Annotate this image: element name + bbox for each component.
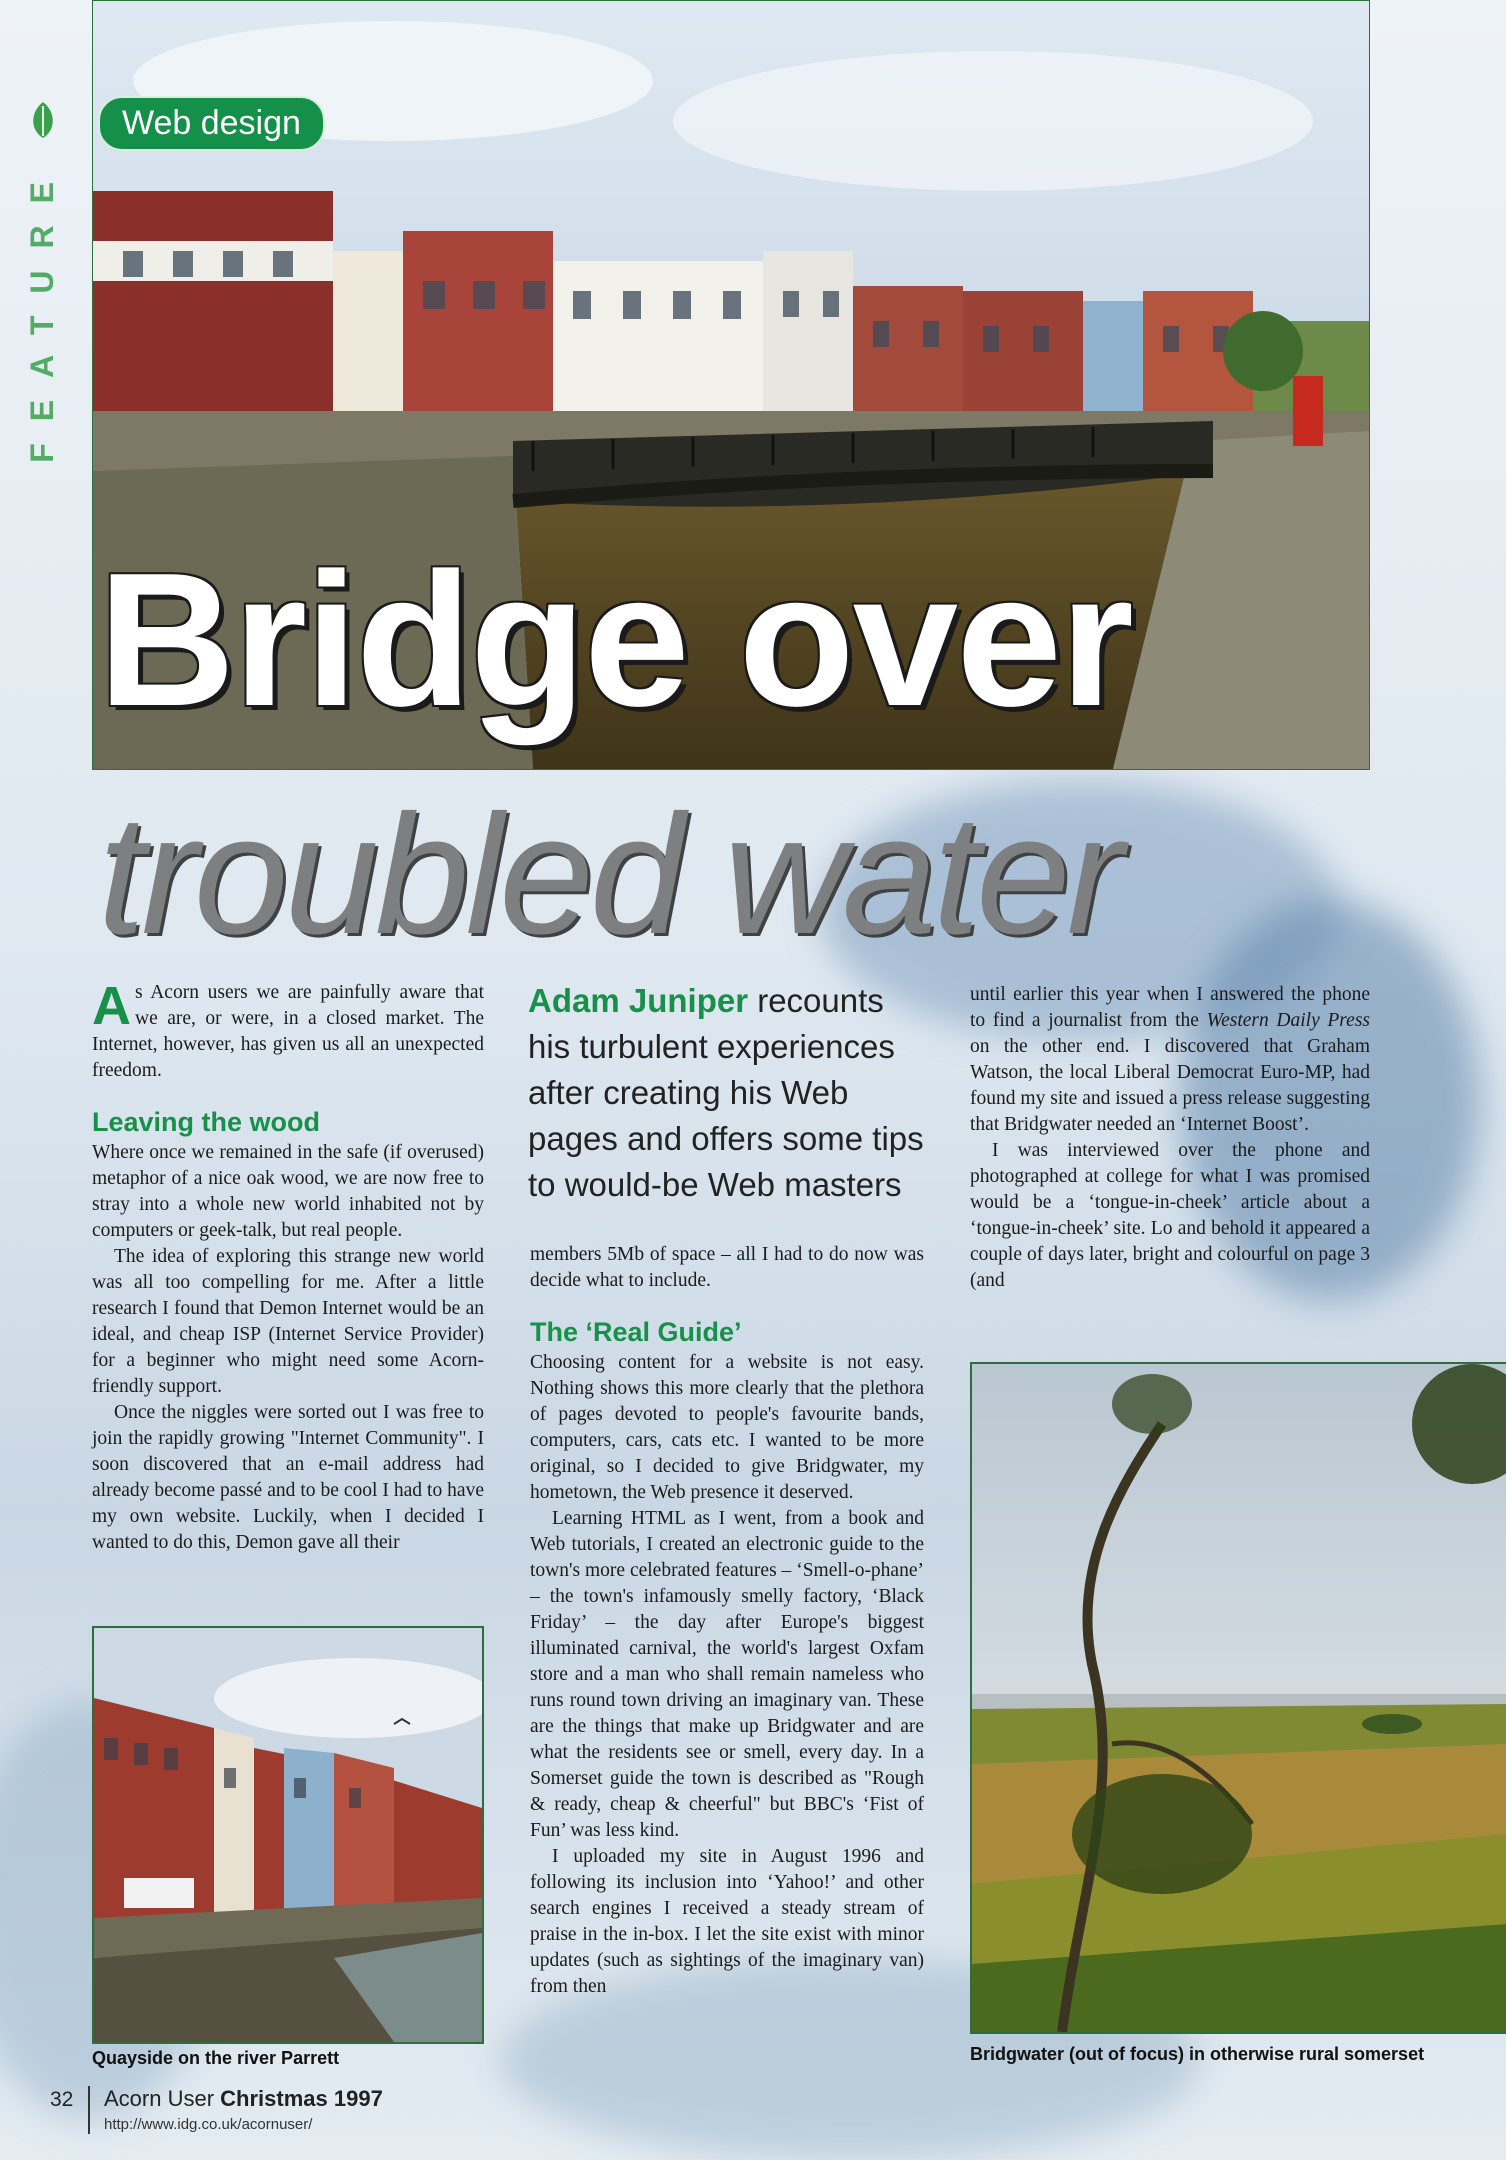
feature-section-label: FEATURE xyxy=(24,160,60,463)
leaf-icon xyxy=(28,100,58,140)
article-column-2 xyxy=(530,1242,924,2000)
paragraph: members 5Mb of space – all I had to do now was decide what to include. xyxy=(530,1244,924,1291)
standfirst xyxy=(528,978,928,1208)
paragraph: Learning HTML as I went, from a book and Web tutorials, I created an electronic guide to the town's more celebrated features – ‘Smell-o-phane’ – the town's infamously smelly factory, ‘Black Friday’ – the day after Europe's biggest illuminated carnival, the world's largest Oxfam store and a man who shall remain nameless who runs round town driving an imaginary van. These are the things that make up Bridgwater and are what the residents see or smell, every day. In a Somerset guide the town is described as "Rough & ready, cheap & cheerful" but BBC's ‘Fist of Fun’ was less kind. xyxy=(530,1508,924,1841)
paragraph-text: until earlier this year when I answered the phone to find a journalist from the xyxy=(970,984,1370,1031)
article-column-1 xyxy=(92,976,484,1556)
paragraph: Where once we remained in the safe (if overused) metaphor of a nice oak wood, we are now free to stray into a whole new world inhabited not by computers or geek-talk, but real people. xyxy=(92,1142,484,1241)
intro-paragraph xyxy=(92,976,484,1084)
page-number: 32 xyxy=(50,2088,74,2111)
headline-line-1: Bridge over xyxy=(98,534,1132,746)
drop-cap: A xyxy=(92,976,131,1036)
countryside-photo xyxy=(970,1362,1506,2034)
quayside-photo xyxy=(92,1626,484,2044)
newspaper-name: Western Daily Press xyxy=(1206,1010,1370,1031)
paragraph: Choosing content for a website is not easy. Nothing shows this more clearly that the plethora of pages devoted to people's favourite bands, computers, cars, cats etc. I wanted to be more original, so I decided to give Bridgwater, my hometown, the Web presence it deserved. xyxy=(530,1352,924,1503)
paragraph-text: on the other end. I discovered that Graham Watson, the local Liberal Democrat Euro-MP, had found my site and issued a press release suggesting that Bridgwater needed an ‘Internet Boost’. xyxy=(970,1036,1370,1135)
paragraph: I uploaded my site in August 1996 and following its inclusion into ‘Yahoo!’ and other search engines I received a steady stream of praise in the in-box. I let the site exist with minor updates (such as sightings of the imaginary van) from then xyxy=(530,1846,924,1997)
paragraph xyxy=(970,982,1370,1138)
standfirst-text: recounts his turbulent experiences after creating his Web pages and offers some tips to would-be Web masters xyxy=(528,982,924,1203)
paragraph: The idea of exploring this strange new world was all too compelling for me. After a little research I found that Demon Internet would be an ideal, and cheap ISP (Internet Service Provider) for a beginner who might need some Acorn-friendly support. xyxy=(92,1246,484,1397)
footer-divider xyxy=(88,2086,90,2134)
paragraph: Once the niggles were sorted out I was free to join the rapidly growing "Internet Community". I soon discovered that an e-mail address had already become passé and to be cool I had to have my own website. Luckily, when I decided I wanted to do this, Demon gave all their xyxy=(92,1402,484,1553)
caption-countryside: Bridgwater (out of focus) in otherwise rural somerset xyxy=(970,2044,1425,2064)
section-tag: Web design xyxy=(98,96,325,151)
caption-quayside: Quayside on the river Parrett xyxy=(92,2048,340,2068)
subhead-leaving-the-wood: Leaving the wood xyxy=(92,1107,321,1137)
paragraph: I was interviewed over the phone and photographed at college for what I was promised would be a ‘tongue-in-cheek’ article about a ‘tongue-in-cheek’ site. Lo and behold it appeared a couple of days later, bright and colourful on page 3 (and xyxy=(970,1140,1370,1291)
author-name: Adam Juniper xyxy=(528,982,749,1019)
article-column-3 xyxy=(970,982,1370,1294)
issue-name: Christmas 1997 xyxy=(220,2086,383,2111)
intro-text: s Acorn users we are painfully aware that we are, or were, in a closed market. The Internet, however, has given us all an unexpected freedom. xyxy=(92,982,484,1081)
subhead-real-guide: The ‘Real Guide’ xyxy=(530,1317,742,1347)
magazine-url[interactable]: http://www.idg.co.uk/acornuser/ xyxy=(104,2116,313,2133)
magazine-issue xyxy=(104,2086,383,2112)
headline-line-2: troubled water xyxy=(98,780,1120,970)
magazine-name: Acorn User xyxy=(104,2086,215,2111)
